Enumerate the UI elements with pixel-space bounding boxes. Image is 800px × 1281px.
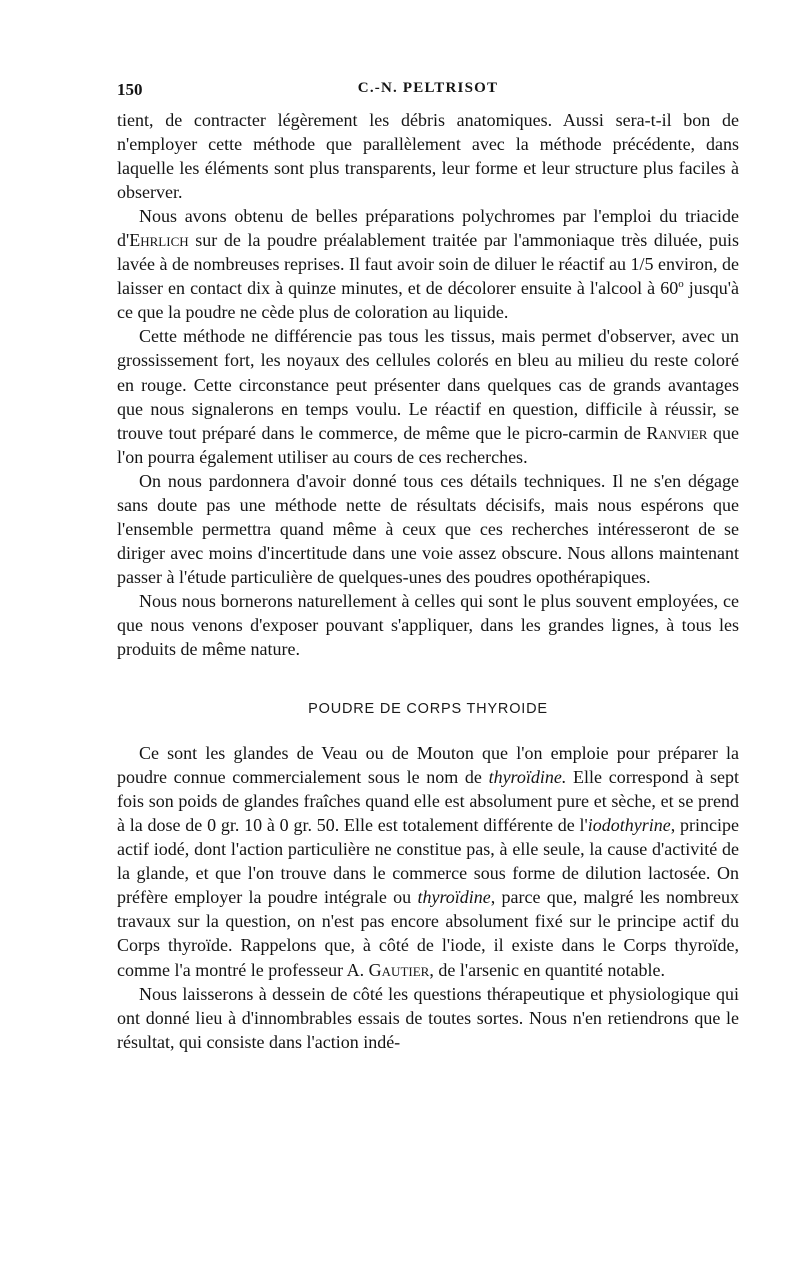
paragraph [117, 741, 739, 981]
text-run: On nous pardonnera d'avoir donné tous ces détails techniques. Il ne s'en dégage sans doute pas une méthode nette de résultats décisifs, mais nous espérons que l'ensemble permettra quand même à ceux que ces recherches intéresseront de se diriger avec moins d'incertitude dans une voie assez obscure. Nous allons maintenant passer à l'étude particulière de quelques-unes des poudres opothérapiques. [117, 470, 739, 587]
page [117, 80, 739, 1054]
paragraph [117, 469, 739, 589]
text-run: , parce que, malgré les nombreux travaux sur la question, on n'est pas encore absolument fixé sur le principe actif du Corps thyroïde. Rappelons que, à côté de l'iode, il existe dans le Corps thyroïde, comme l'a montré le professeur A. [117, 887, 740, 980]
text-run: thyroïdine. [488, 767, 567, 788]
running-head: C.-N. PELTRISOT [357, 80, 499, 96]
text-run: tient, de contracter légèrement les débris anatomiques. Aussi sera-t-il bon de n'employer cette méthode que parallèlement avec la méthode précédente, dans laquelle les éléments sont plus transparents, leur forme et leur structure plus faciles à observer. [117, 110, 739, 203]
paragraph [117, 324, 739, 468]
text-run: Ranvier [646, 422, 708, 443]
text-run: que l'on pourra également utiliser au cours de ces recherches. [117, 422, 739, 467]
text-run: Nous nous bornerons naturellement à celles qui sont le plus souvent employées, ce que nous venons d'exposer pouvant s'appliquer, dans les grandes lignes, à tous les produits de même nature. [117, 590, 739, 660]
page-number: 150 [117, 80, 143, 99]
text-run: sur de la poudre préalablement traitée par l'ammoniaque très diluée, puis lavée à de nombreuses reprises. Il faut avoir soin de diluer le réactif au 1/5 environ, de laisser en contact dix à quinze minutes, et de décolorer ensuite à l'alcool à 60 [117, 230, 739, 299]
text-run: , principe actif iodé, dont l'action particulière ne constitue pas, à elle seule, la cause d'activité de la glande, et que l'on trouve dans le commerce sous forme de dilution lactosée. On préfère employer la poudre intégrale ou [117, 815, 739, 908]
section-body-text [117, 741, 739, 1054]
text-run: Gautier [368, 959, 430, 980]
text-run: , de l'arsenic en quantité notable. [429, 959, 665, 980]
body-text [117, 108, 739, 661]
text-run: iodothyrine [587, 815, 671, 836]
text-run: Elle correspond à sept fois son poids de glandes fraîches quand elle est absolument pure et sèche, et se prend à la dose de 0 gr. 10 à 0 gr. 50. Elle est totalement différente de l' [117, 767, 739, 836]
text-run: thyroïdine [417, 887, 491, 908]
text-run: Nous avons obtenu de belles préparations polychromes par l'emploi du triacide d' [117, 206, 739, 251]
section-title: POUDRE DE CORPS THYROIDE [308, 701, 548, 718]
paragraph [117, 982, 739, 1054]
text-run: Cette méthode ne différencie pas tous les tissus, mais permet d'observer, avec un grossissement fort, les noyaux des cellules colorés en bleu au milieu du reste coloré en rouge. Cette circonstance peut présenter dans quelques cas de grands avantages que nous signalerons en temps voulu. Le réactif en question, difficile à réussir, se trouve tout préparé dans le commerce, de même que le picro-carmin de [117, 326, 739, 443]
text-run: o [678, 278, 684, 291]
text-run: Nous laisserons à dessein de côté les questions thérapeutique et physiologique qui ont donné lieu à d'innombrables essais de toutes sortes. Nous n'en retiendrons que le résultat, qui consiste dans l'action indé- [117, 983, 739, 1052]
text-run: Ce sont les glandes de Veau ou de Mouton que l'on emploie pour préparer la poudre connue commercialement sous le nom de [117, 743, 739, 788]
paragraph [117, 204, 739, 324]
text-run: Ehrlich [129, 230, 189, 251]
paragraph [117, 108, 739, 204]
text-run: jusqu'à ce que la poudre ne cède plus de coloration au liquide. [117, 278, 739, 323]
page-header [117, 80, 739, 108]
paragraph [117, 589, 739, 661]
